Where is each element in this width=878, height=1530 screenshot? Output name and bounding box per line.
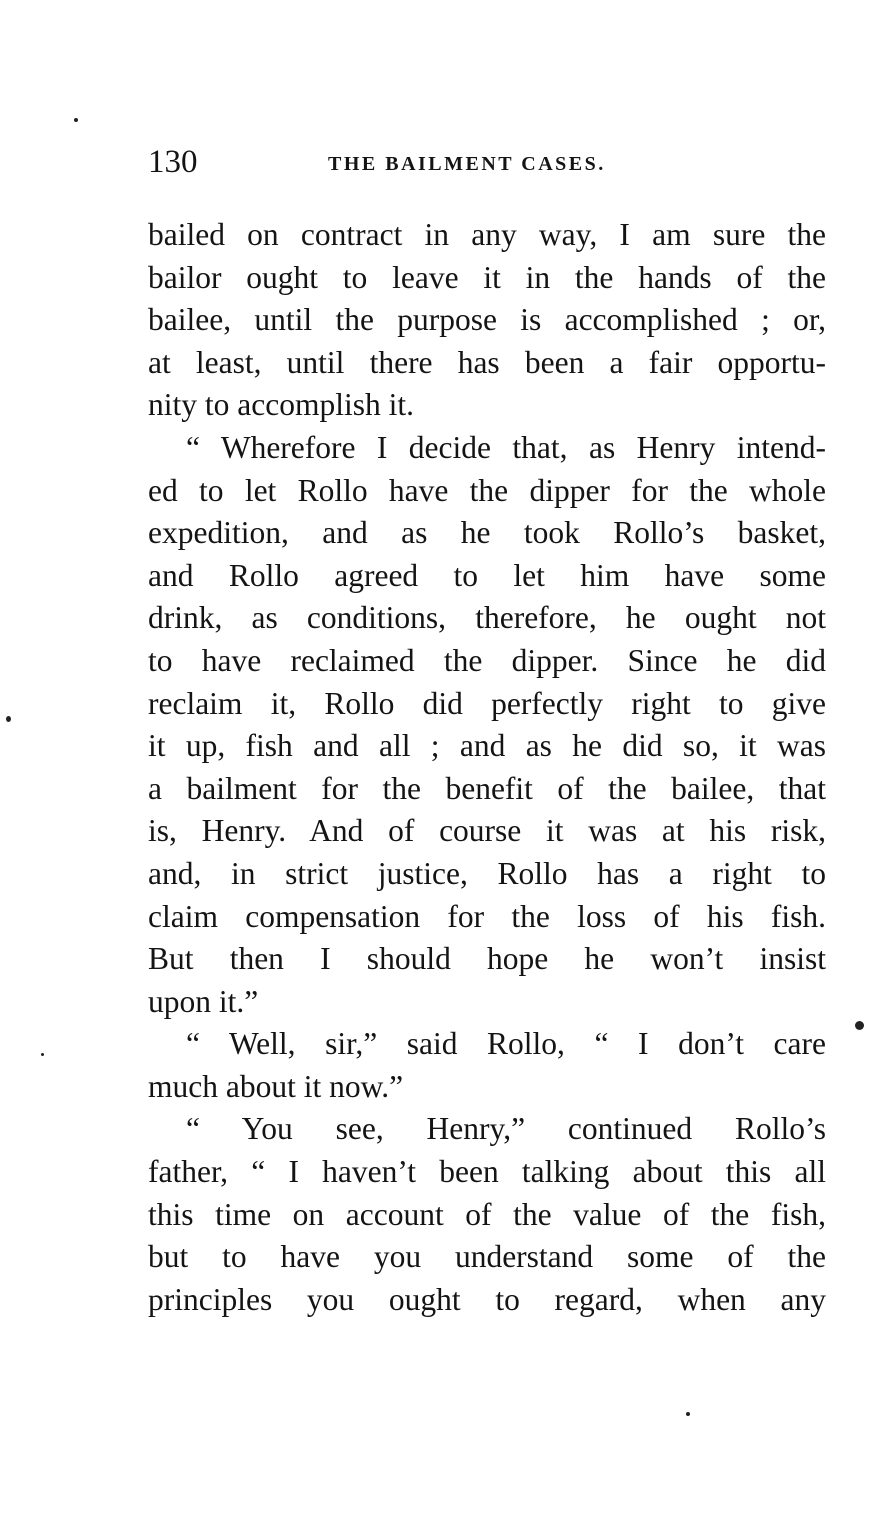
text-line: is, Henry. And of course it was at his risk, xyxy=(148,813,826,849)
text-line: this time on account of the value of the fish, xyxy=(148,1196,826,1232)
paragraph xyxy=(148,1108,826,1321)
text-line: “ Wherefore I decide that, as Henry intend- xyxy=(186,429,826,465)
page-header xyxy=(148,140,828,184)
scan-speck xyxy=(41,1053,44,1056)
text-line: But then I should hope he won’t insist xyxy=(148,941,826,977)
text-line: principles you ought to regard, when any xyxy=(148,1281,826,1317)
scan-speck xyxy=(855,1021,864,1030)
paragraph xyxy=(148,427,826,1023)
text-line: reclaim it, Rollo did perfectly right to give xyxy=(148,685,826,721)
text-line: father, “ I haven’t been talking about this all xyxy=(148,1154,826,1190)
text-line: drink, as conditions, therefore, he ought not xyxy=(148,600,826,636)
paragraph xyxy=(148,1023,826,1108)
body-text xyxy=(148,214,826,1321)
text-line: nity to accomplish it. xyxy=(148,387,414,423)
paragraph xyxy=(148,214,826,427)
scan-speck xyxy=(6,716,11,722)
text-line: it up, fish and all ; and as he did so, it was xyxy=(148,728,826,764)
text-line: “ You see, Henry,” continued Rollo’s xyxy=(186,1111,826,1147)
text-line: bailed on contract in any way, I am sure the xyxy=(148,217,826,252)
text-line: a bailment for the benefit of the bailee, that xyxy=(148,770,826,806)
text-line: to have reclaimed the dipper. Since he did xyxy=(148,642,826,678)
text-line: and, in strict justice, Rollo has a right to xyxy=(148,855,826,891)
scan-speck xyxy=(686,1412,690,1416)
text-line: “ Well, sir,” said Rollo, “ I don’t care xyxy=(186,1026,826,1062)
text-line: expedition, and as he took Rollo’s basket, xyxy=(148,515,826,551)
text-line: and Rollo agreed to let him have some xyxy=(148,557,826,593)
text-line: at least, until there has been a fair opportu- xyxy=(148,344,826,380)
text-line: claim compensation for the loss of his fish. xyxy=(148,898,826,934)
text-line: but to have you understand some of the xyxy=(148,1239,826,1275)
text-line: bailee, until the purpose is accomplished ; or, xyxy=(148,302,826,338)
page-number: 130 xyxy=(148,144,198,180)
running-head: THE BAILMENT CASES. xyxy=(328,153,606,175)
text-line: bailor ought to leave it in the hands of the xyxy=(148,259,826,295)
text-line: upon it.” xyxy=(148,983,259,1019)
text-line: much about it now.” xyxy=(148,1068,404,1104)
text-line: ed to let Rollo have the dipper for the whole xyxy=(148,472,826,508)
scan-speck xyxy=(74,118,78,122)
